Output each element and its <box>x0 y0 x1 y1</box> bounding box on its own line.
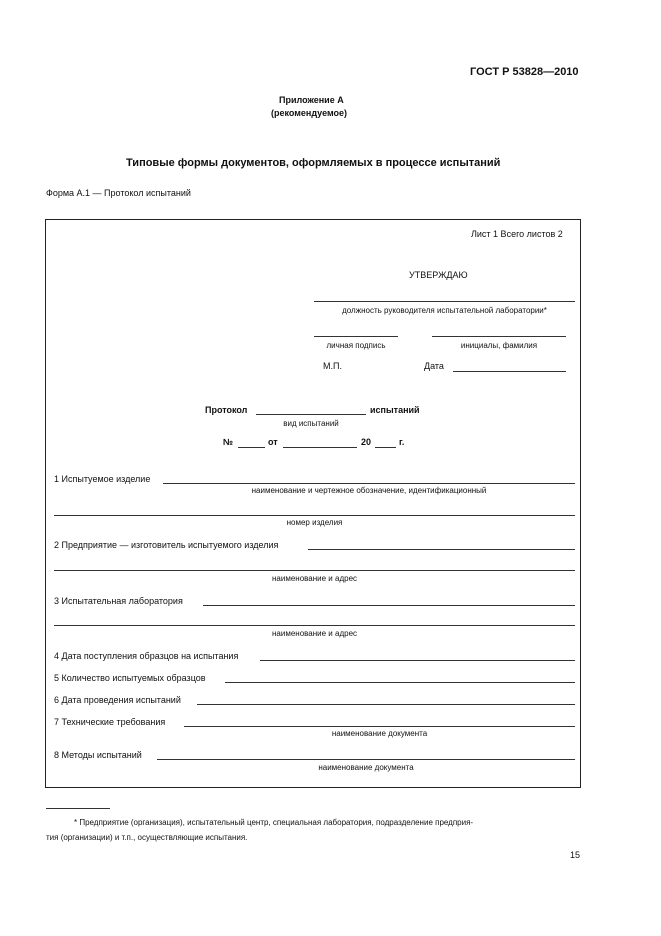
protocol-suffix: испытаний <box>370 405 420 415</box>
appendix-status: (рекомендуемое) <box>271 108 347 118</box>
item-sample-count: 5 Количество испытуемых образцов <box>54 673 206 683</box>
footnote-divider <box>46 808 110 809</box>
requirements-caption: наименование документа <box>331 729 428 738</box>
standard-number: ГОСТ Р 53828—2010 <box>470 66 579 78</box>
date-field[interactable] <box>453 371 566 372</box>
position-field[interactable] <box>314 301 575 302</box>
section-title: Типовые формы документов, оформляемых в процессе испытаний <box>126 157 501 169</box>
item-receipt-date: 4 Дата поступления образцов на испытания <box>54 651 239 661</box>
page-number: 15 <box>570 850 581 860</box>
approve-heading: УТВЕРЖДАЮ <box>409 270 468 280</box>
number-label: № <box>223 437 234 447</box>
test-kind-caption: вид испытаний <box>283 419 339 428</box>
year-suffix: г. <box>399 437 405 447</box>
tested-product-field-2[interactable] <box>54 515 575 516</box>
sheet-count: Лист 1 Всего листов 2 <box>471 229 563 239</box>
item-manufacturer: 2 Предприятие — изготовитель испытуемого изделия <box>54 540 279 550</box>
appendix-title: Приложение А <box>279 95 344 105</box>
test-dates-field[interactable] <box>197 704 575 705</box>
year-label: 20 <box>361 437 372 447</box>
initials-caption: инициалы, фамилия <box>460 341 538 350</box>
signature-field[interactable] <box>314 336 398 337</box>
footnote-line-1: * Предприятие (организация), испытательный центр, специальная лаборатория, подразделение предприя- <box>74 818 474 827</box>
receipt-date-field[interactable] <box>260 660 575 661</box>
item-requirements: 7 Технические требования <box>54 717 166 727</box>
sample-count-field[interactable] <box>225 682 575 683</box>
manufacturer-caption: наименование и адрес <box>271 574 358 583</box>
form-caption: Форма А.1 — Протокол испытаний <box>46 188 191 198</box>
number-field[interactable] <box>238 447 265 448</box>
year-field[interactable] <box>375 447 396 448</box>
manufacturer-field[interactable] <box>308 549 575 550</box>
item-tested-product: 1 Испытуемое изделие <box>54 474 151 484</box>
protocol-date-field[interactable] <box>283 447 357 448</box>
item-test-methods: 8 Методы испытаний <box>54 750 142 760</box>
tested-product-field[interactable] <box>163 483 575 484</box>
tested-product-caption-2: номер изделия <box>286 518 343 527</box>
laboratory-caption: наименование и адрес <box>271 629 358 638</box>
protocol-prefix: Протокол <box>205 405 248 415</box>
from-label: от <box>268 437 278 447</box>
tested-product-caption: наименование и чертежное обозначение, идентификационный <box>251 486 487 495</box>
initials-field[interactable] <box>432 336 566 337</box>
footnote-line-2: тия (организации) и т.п., осуществляющие испытания. <box>46 833 248 842</box>
requirements-field[interactable] <box>184 726 575 727</box>
signature-caption: личная подпись <box>326 341 386 350</box>
date-label: Дата <box>424 361 444 371</box>
laboratory-field[interactable] <box>203 605 575 606</box>
item-laboratory: 3 Испытательная лаборатория <box>54 596 183 606</box>
test-kind-field[interactable] <box>256 414 366 415</box>
test-methods-caption: наименование документа <box>318 763 414 772</box>
position-caption: должность руководителя испытательной лаборатории* <box>342 306 547 315</box>
laboratory-field-2[interactable] <box>54 625 575 626</box>
test-methods-field[interactable] <box>157 759 575 760</box>
item-test-dates: 6 Дата проведения испытаний <box>54 695 181 705</box>
seal-label: М.П. <box>323 361 342 371</box>
manufacturer-field-2[interactable] <box>54 570 575 571</box>
